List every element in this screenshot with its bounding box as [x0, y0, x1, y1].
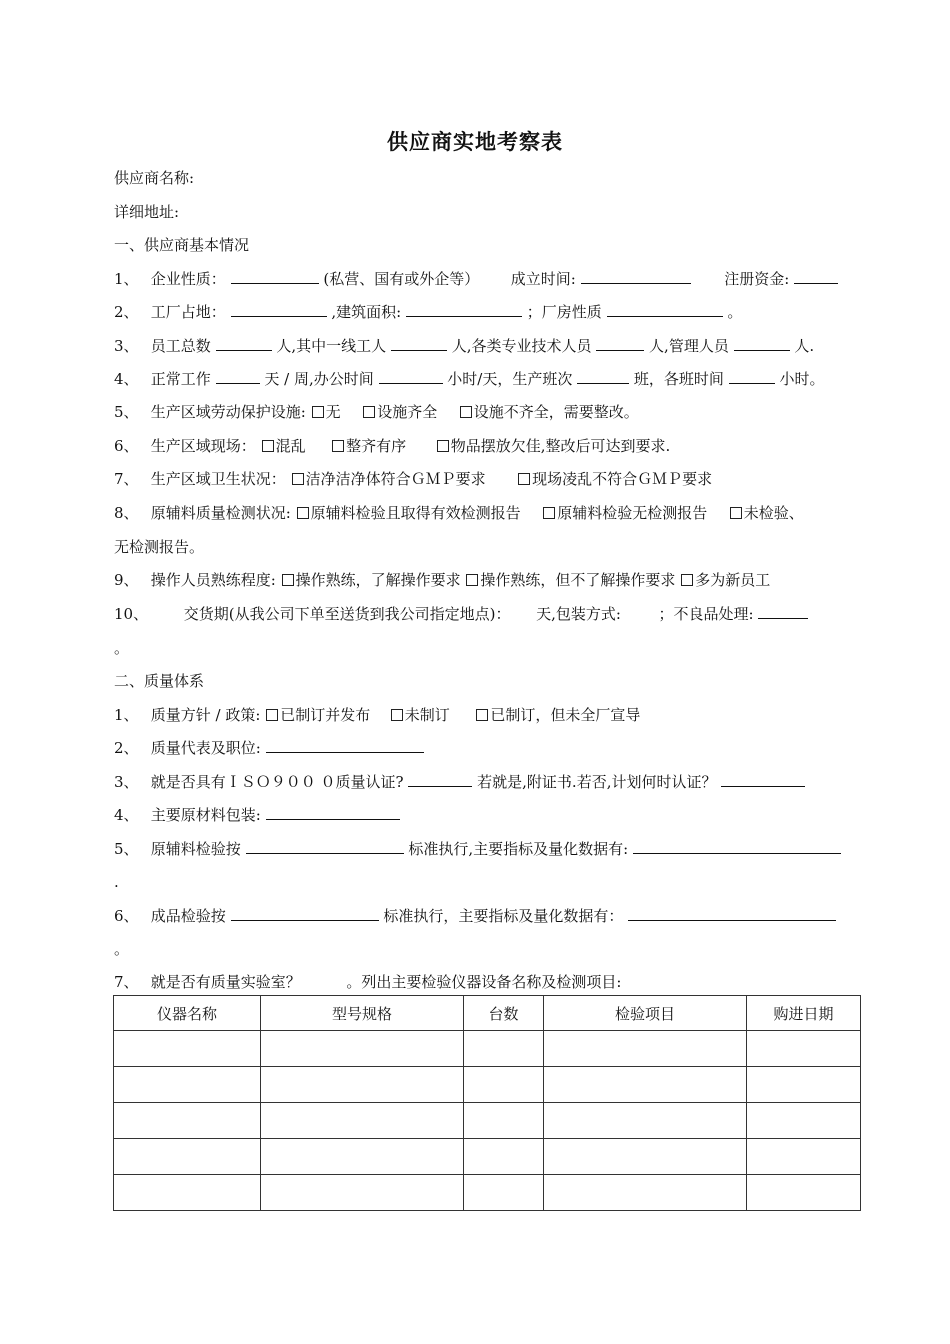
item-text: 若就是,附证书.若否,计划何时认证？	[477, 773, 717, 791]
table-cell[interactable]	[114, 1067, 261, 1103]
checkbox[interactable]	[681, 574, 693, 586]
table-cell[interactable]	[747, 1103, 861, 1139]
item-number: 9、	[114, 571, 139, 589]
s1-item-1	[114, 269, 838, 289]
item-number: 1、	[114, 270, 139, 288]
item-label: 生产区域现场：	[150, 437, 256, 455]
option-label: 物品摆放欠佳,整改后可达到要求.	[450, 437, 671, 455]
item-text: 标准执行,主要指标及量化数据有:	[408, 840, 629, 858]
checkbox[interactable]	[476, 709, 488, 721]
s2-item-6	[114, 906, 836, 926]
s2-item-4	[114, 805, 400, 825]
s1-item-10	[114, 604, 808, 624]
table-header-row	[114, 996, 861, 1031]
table-cell[interactable]	[747, 1067, 861, 1103]
s1-item-8	[114, 503, 804, 523]
table-row	[114, 1175, 861, 1211]
item-number: 6、	[114, 907, 139, 925]
cert-plan-blank[interactable]	[721, 772, 805, 787]
shift-hours-blank[interactable]	[729, 369, 775, 384]
item-label: 正常工作	[150, 370, 211, 388]
item-number: 4、	[114, 370, 139, 388]
item-number: 5、	[114, 403, 139, 421]
item-number: 6、	[114, 437, 139, 455]
s1-item-3	[114, 336, 814, 356]
table-cell[interactable]	[261, 1139, 464, 1175]
s2-item-2	[114, 738, 424, 758]
item-text: 人,各类专业技术人员	[451, 337, 592, 355]
col-header-purchase-date: 购进日期	[747, 996, 861, 1031]
checkbox[interactable]	[543, 507, 555, 519]
option-label: 操作熟练，了解操作要求	[295, 571, 461, 589]
line-end: 。	[727, 303, 743, 321]
s2-item-7	[114, 972, 621, 992]
item-number: 7、	[114, 470, 139, 488]
supplier-name-label: 供应商名称:	[114, 169, 195, 187]
table-row	[114, 1139, 861, 1175]
s1-item-9	[114, 570, 770, 590]
col-header-quantity: 台数	[464, 996, 544, 1031]
frontline-blank[interactable]	[391, 336, 447, 351]
days-blank[interactable]	[216, 369, 260, 384]
item-text: 人.	[794, 337, 815, 355]
item-label: 就是否具有ＩＳＯ９００ ０质量认证?	[150, 773, 404, 791]
item-text: 天,包装方式:	[536, 605, 621, 623]
table-cell[interactable]	[114, 1175, 261, 1211]
s1-item-8-continued: 无检测报告。	[114, 538, 205, 556]
checkbox[interactable]	[297, 507, 309, 519]
option-label: 操作熟练，但不了解操作要求	[480, 571, 676, 589]
col-header-model: 型号规格	[261, 996, 464, 1031]
item-label: 质量方针 / 政策:	[150, 706, 261, 724]
checkbox[interactable]	[730, 507, 742, 519]
table-cell[interactable]	[464, 1103, 544, 1139]
supplier-name-line	[114, 168, 194, 188]
option-label: 原辅料检验且取得有效检测报告	[310, 504, 521, 522]
table-cell[interactable]	[261, 1031, 464, 1067]
total-staff-blank[interactable]	[216, 336, 272, 351]
table-cell[interactable]	[261, 1103, 464, 1139]
s2-item-5-continued: .	[114, 873, 119, 891]
option-label: 混乱	[275, 437, 306, 455]
item-label: 企业性质：	[150, 270, 226, 288]
s1-item-4	[114, 369, 825, 389]
option-label: 未检验、	[743, 504, 804, 522]
s2-item-5	[114, 839, 841, 859]
item-number: 3、	[114, 337, 139, 355]
col-header-inspection-item: 检验项目	[544, 996, 747, 1031]
item-text: 天 / 周,办公时间	[264, 370, 374, 388]
table-cell[interactable]	[544, 1103, 747, 1139]
option-label: 未制订	[404, 706, 450, 724]
section2-heading: 二、质量体系	[114, 672, 205, 690]
item-label: 原辅料检验按	[150, 840, 241, 858]
founded-label: 成立时间:	[510, 270, 576, 288]
item-label: 交货期(从我公司下单至送货到我公司指定地点)：	[183, 605, 511, 623]
item-text: 。列出主要检验仪器设备名称及检测项目:	[346, 973, 622, 991]
option-label: 设施不齐全，需要整改。	[473, 403, 639, 421]
item-label: 操作人员熟练程度:	[150, 571, 276, 589]
raw-standard-blank[interactable]	[246, 839, 404, 854]
item-text: 小时/天，生产班次	[447, 370, 573, 388]
item-number: 5、	[114, 840, 139, 858]
checkbox[interactable]	[391, 709, 403, 721]
table-cell[interactable]	[464, 1067, 544, 1103]
table-cell[interactable]	[747, 1175, 861, 1211]
item-label: 员工总数	[150, 337, 211, 355]
defect-handling-blank[interactable]	[758, 604, 808, 619]
table-cell[interactable]	[544, 1067, 747, 1103]
land-area-blank[interactable]	[231, 302, 327, 317]
checkbox[interactable]	[437, 440, 449, 452]
s2-item-1	[114, 705, 640, 725]
s2-item-3	[114, 772, 805, 792]
option-label: 多为新员工	[695, 571, 771, 589]
option-label: 设施齐全	[377, 403, 438, 421]
item-number: 8、	[114, 504, 139, 522]
item-text: 班，各班时间	[633, 370, 724, 388]
plant-type-blank[interactable]	[607, 302, 723, 317]
product-standard-blank[interactable]	[231, 906, 379, 921]
table-row	[114, 1103, 861, 1139]
item-label: 质量代表及职位:	[150, 739, 261, 757]
equipment-table	[113, 995, 861, 1211]
checkbox[interactable]	[312, 406, 324, 418]
checkbox[interactable]	[466, 574, 478, 586]
checkbox[interactable]	[266, 709, 278, 721]
table-cell[interactable]	[114, 1031, 261, 1067]
item-number: 2、	[114, 303, 139, 321]
s1-item-2	[114, 302, 742, 322]
item-label: 生产区域卫生状况：	[150, 470, 286, 488]
table-row	[114, 1067, 861, 1103]
option-label: 无	[325, 403, 341, 421]
page-title: 供应商实地考察表	[387, 129, 563, 154]
table-cell[interactable]	[747, 1031, 861, 1067]
office-hours-blank[interactable]	[379, 369, 443, 384]
item-text: 人,管理人员	[649, 337, 729, 355]
option-label: 现场凌乱不符合ＧＭＰ要求	[532, 470, 713, 488]
table-cell[interactable]	[544, 1175, 747, 1211]
table-cell[interactable]	[464, 1175, 544, 1211]
checkbox[interactable]	[262, 440, 274, 452]
option-label: 已制订，但未全厂宣导	[490, 706, 641, 724]
building-area-blank[interactable]	[406, 302, 522, 317]
item-number: 1、	[114, 706, 139, 724]
checkbox[interactable]	[282, 574, 294, 586]
table-cell[interactable]	[464, 1031, 544, 1067]
item-text: 标准执行，主要指标及量化数据有：	[383, 907, 624, 925]
table-cell[interactable]	[464, 1139, 544, 1175]
capital-blank[interactable]	[794, 269, 838, 284]
product-indicators-blank[interactable]	[628, 906, 836, 921]
s1-item-6	[114, 436, 670, 456]
table-cell[interactable]	[747, 1139, 861, 1175]
table-cell[interactable]	[261, 1067, 464, 1103]
table-cell[interactable]	[544, 1031, 747, 1067]
option-label: 原辅料检验无检测报告	[557, 504, 708, 522]
capital-label: 注册资金:	[724, 270, 790, 288]
item-label: 原辅料质量检测状况:	[150, 504, 291, 522]
shifts-blank[interactable]	[577, 369, 629, 384]
plant-type-label: ；厂房性质	[526, 303, 602, 321]
item-text: ；不良品处理:	[658, 605, 754, 623]
item-hint: (私营、国有或外企等）	[323, 270, 480, 288]
checkbox[interactable]	[518, 473, 530, 485]
founded-blank[interactable]	[581, 269, 691, 284]
section1-heading: 一、供应商基本情况	[114, 236, 250, 254]
item-number: 7、	[114, 973, 139, 991]
option-label: 洁净洁净体符合ＧＭＰ要求	[305, 470, 486, 488]
building-area-label: ,建筑面积:	[331, 303, 402, 321]
item-label: 工厂占地：	[150, 303, 226, 321]
s1-item-5	[114, 402, 639, 422]
quality-rep-blank[interactable]	[266, 738, 424, 753]
item-number: 3、	[114, 773, 139, 791]
item-label: 成品检验按	[150, 907, 226, 925]
item-number: 4、	[114, 806, 139, 824]
option-label: 整齐有序	[346, 437, 407, 455]
packaging-blank[interactable]	[266, 805, 400, 820]
checkbox[interactable]	[332, 440, 344, 452]
address-label: 详细地址:	[114, 203, 180, 221]
address-line	[114, 202, 179, 222]
management-blank[interactable]	[734, 336, 790, 351]
checkbox[interactable]	[292, 473, 304, 485]
technical-blank[interactable]	[596, 336, 644, 351]
s1-item-7	[114, 469, 712, 489]
item-label: 主要原材料包装:	[150, 806, 261, 824]
iso-blank[interactable]	[408, 772, 472, 787]
checkbox[interactable]	[460, 406, 472, 418]
table-row	[114, 1031, 861, 1067]
enterprise-type-blank[interactable]	[231, 269, 319, 284]
item-label: 就是否有质量实验室？	[150, 973, 301, 991]
col-header-instrument: 仪器名称	[114, 996, 261, 1031]
raw-indicators-blank[interactable]	[633, 839, 841, 854]
checkbox[interactable]	[363, 406, 375, 418]
item-number: 10、	[114, 605, 149, 623]
table-cell[interactable]	[544, 1139, 747, 1175]
item-text: 人,其中一线工人	[276, 337, 387, 355]
s1-item-10-continued: 。	[114, 639, 130, 657]
item-text: 小时。	[779, 370, 825, 388]
option-label: 已制订并发布	[280, 706, 371, 724]
item-label: 生产区域劳动保护设施:	[150, 403, 306, 421]
s2-item-6-continued: 。	[114, 940, 130, 958]
table-cell[interactable]	[114, 1139, 261, 1175]
table-cell[interactable]	[114, 1103, 261, 1139]
table-cell[interactable]	[261, 1175, 464, 1211]
item-number: 2、	[114, 739, 139, 757]
